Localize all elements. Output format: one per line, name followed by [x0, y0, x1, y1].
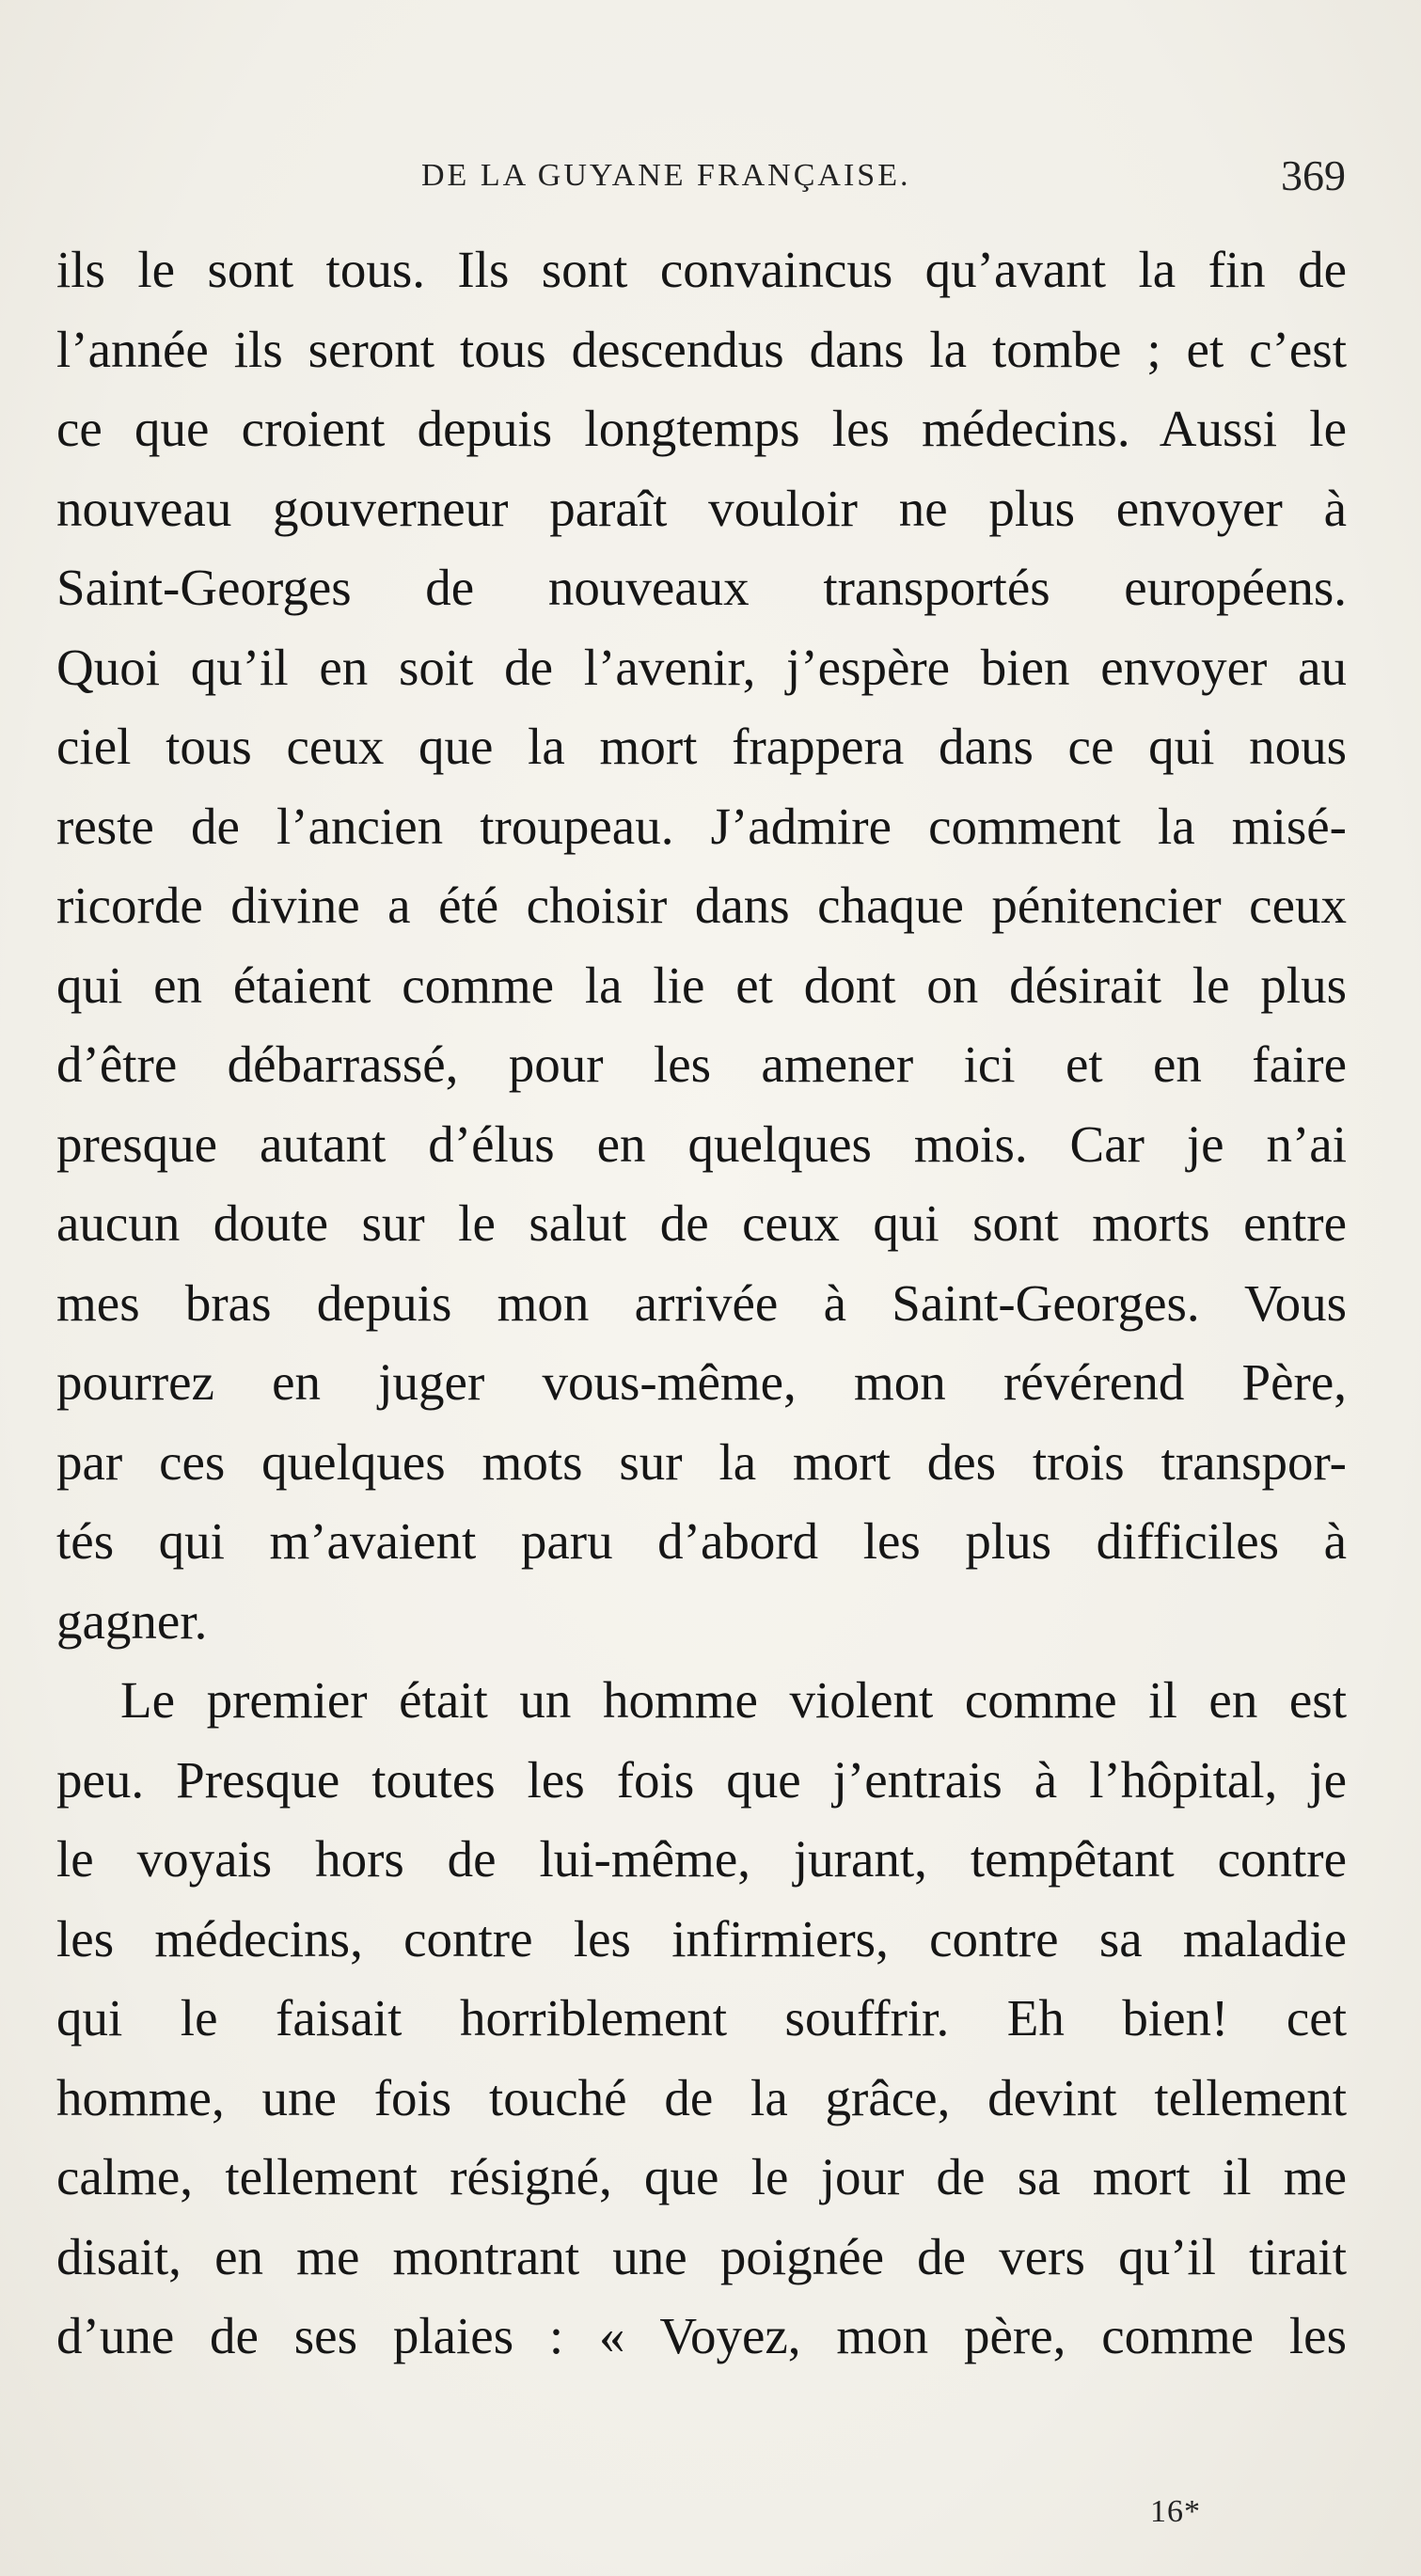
- text-line: ce que croient depuis longtemps les médecins. Aussi le: [56, 400, 1347, 457]
- text-line: calme, tellement résigné, que le jour de sa mort il me: [56, 2148, 1347, 2205]
- text-line: par ces quelques mots sur la mort des trois transpor-: [56, 1432, 1347, 1491]
- text-line: ricorde divine a été choisir dans chaque pénitencier ceux: [56, 877, 1347, 934]
- text-line: d’une de ses plaies : « Voyez, mon père, comme les: [56, 2307, 1347, 2364]
- text-line: Le premier était un homme violent comme il en est: [120, 1671, 1347, 1729]
- running-title: DE LA GUYANE FRANÇAISE.: [421, 158, 911, 193]
- text-line: reste de l’ancien troupeau. J’admire comment la misé-: [56, 797, 1347, 855]
- text-line: gagner.: [56, 1591, 208, 1650]
- text-line: Saint-Georges de nouveaux transportés européens.: [56, 559, 1347, 616]
- text-line: Quoi qu’il en soit de l’avenir, j’espère bien envoyer au: [56, 638, 1347, 696]
- text-line: mes bras depuis mon arrivée à Saint-Georges. Vous: [56, 1273, 1347, 1332]
- text-line: qui en étaient comme la lie et dont on désirait le plus: [56, 956, 1347, 1014]
- text-line: le voyais hors de lui-même, jurant, tempêtant contre: [56, 1830, 1347, 1888]
- text-line: les médecins, contre les infirmiers, contre sa maladie: [56, 1909, 1347, 1968]
- text-line: peu. Presque toutes les fois que j’entrais à l’hôpital, je: [56, 1750, 1347, 1809]
- text-line: ils le sont tous. Ils sont convaincus qu’avant la fin de: [56, 241, 1347, 298]
- text-line: homme, une fois touché de la grâce, devint tellement: [56, 2068, 1347, 2126]
- text-line: aucun doute sur le salut de ceux qui sont morts entre: [56, 1194, 1347, 1252]
- text-line: d’être débarrassé, pour les amener ici et en faire: [56, 1035, 1347, 1093]
- text-line: qui le faisait horriblement souffrir. Eh bien! cet: [56, 1989, 1347, 2047]
- text-line: presque autant d’élus en quelques mois. Car je n’ai: [56, 1114, 1347, 1173]
- signature-mark: 16*: [1150, 2494, 1201, 2529]
- text-line: l’année ils seront tous descendus dans la tombe ; et c’est: [56, 320, 1347, 378]
- text-line: tés qui m’avaient paru d’abord les plus difficiles à: [56, 1512, 1347, 1570]
- text-line: pourrez en juger vous-même, mon révérend Père,: [56, 1353, 1347, 1411]
- page-number: 369: [1281, 151, 1346, 199]
- body-text: [56, 230, 1347, 2377]
- text-line: nouveau gouverneur paraît vouloir ne plus envoyer à: [56, 479, 1347, 537]
- text-line: disait, en me montrant une poignée de vers qu’il tirait: [56, 2227, 1347, 2285]
- text-line: ciel tous ceux que la mort frappera dans ce qui nous: [56, 718, 1347, 775]
